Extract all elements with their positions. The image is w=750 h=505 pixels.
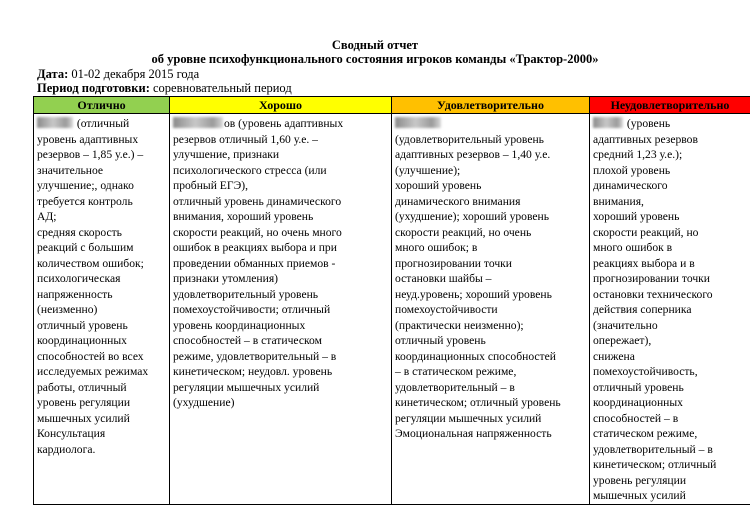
date-line <box>37 67 199 81</box>
cell-body-text: резервов отличный 1,60 у.е. – улучшение, признаки психологического стресса (или пробный ЕГЭ), отличный уровень динамического внимания, хороший уровень скорости реакций, но очень много ошибок в реакциях выбора и при проведении обманных приемов - признаки утомления) удовлетворительный уровень помехоустойчивости; отличный уровень координационных способностей – в статическом режиме, удовлетворительный – в кинетическом; неудовл. уровень регуляции мышечных усилий (ухудшение) <box>173 133 342 410</box>
redacted-name <box>37 117 73 128</box>
assessment-table <box>33 96 750 505</box>
table-header-row <box>34 97 750 114</box>
cell-lead-text: ов (уровень адаптивных <box>224 117 343 130</box>
cell-body-text: адаптивных резервов средний 1,23 у.е.); плохой уровень динамического внимания, хороший уровень скорости реакций, но много ошибок в реакциях выбора и в прогнозировании точки остановки технического действия соперника (значительно опережает), снижена помехоустойчивость, отличный уровень координационных способностей – в статическом режиме, удовлетворительный – в кинетическом; отличный уровень регуляции мышечных усилий <box>593 133 716 503</box>
redacted-name <box>593 117 623 128</box>
cell-good <box>170 114 392 505</box>
redacted-name <box>173 117 223 128</box>
date-value: 01-02 декабря 2015 года <box>71 67 199 81</box>
cell-lead-text: (уровень <box>624 117 670 130</box>
cell-lead-text: (отличный <box>74 117 129 130</box>
period-label: Период подготовки: <box>37 81 150 95</box>
table-row <box>34 114 750 505</box>
cell-excellent <box>34 114 170 505</box>
header-excellent: Отлично <box>34 97 170 114</box>
cell-body-text: уровень адаптивных резервов – 1,85 у.е.) – значительное улучшение;, однако требуется контроль АД; средняя скорость реакций с большим количеством ошибок; психологическая напряженность (неизменно) отличный уровень координационных способностей во всех исследуемых режимах работы, отличный уровень регуляции мышечных усилий Консультация кардиолога. <box>37 133 148 456</box>
header-good: Хорошо <box>170 97 392 114</box>
cell-body-text: (удовлетворительный уровень адаптивных резервов – 1,40 у.е. (улучшение); хороший уровень динамического внимания (ухудшение); хороший уровень скорости реакций, но очень много ошибок; в прогнозировании точки остановки шайбы – неуд.уровень; хороший уровень помехоустойчивости (практически неизменно); отличный уровень координационных способностей – в статическом режиме, удовлетворительный – в кинетическом; отличный уровень регуляции мышечных усилий Эмоциональная напряженность <box>395 133 561 441</box>
cell-satisfactory <box>392 114 590 505</box>
cell-unsatisfactory <box>590 114 750 505</box>
report-subtitle: об уровне психофункционального состояния игроков команды «Трактор-2000» <box>0 52 750 66</box>
redacted-name <box>395 117 441 128</box>
header-unsatisfactory: Неудовлетворительно <box>590 97 750 114</box>
header-satisfactory: Удовлетворительно <box>392 97 590 114</box>
report-title: Сводный отчет <box>0 38 750 52</box>
period-value: соревновательный период <box>153 81 292 95</box>
date-label: Дата: <box>37 67 68 81</box>
period-line <box>37 81 292 95</box>
